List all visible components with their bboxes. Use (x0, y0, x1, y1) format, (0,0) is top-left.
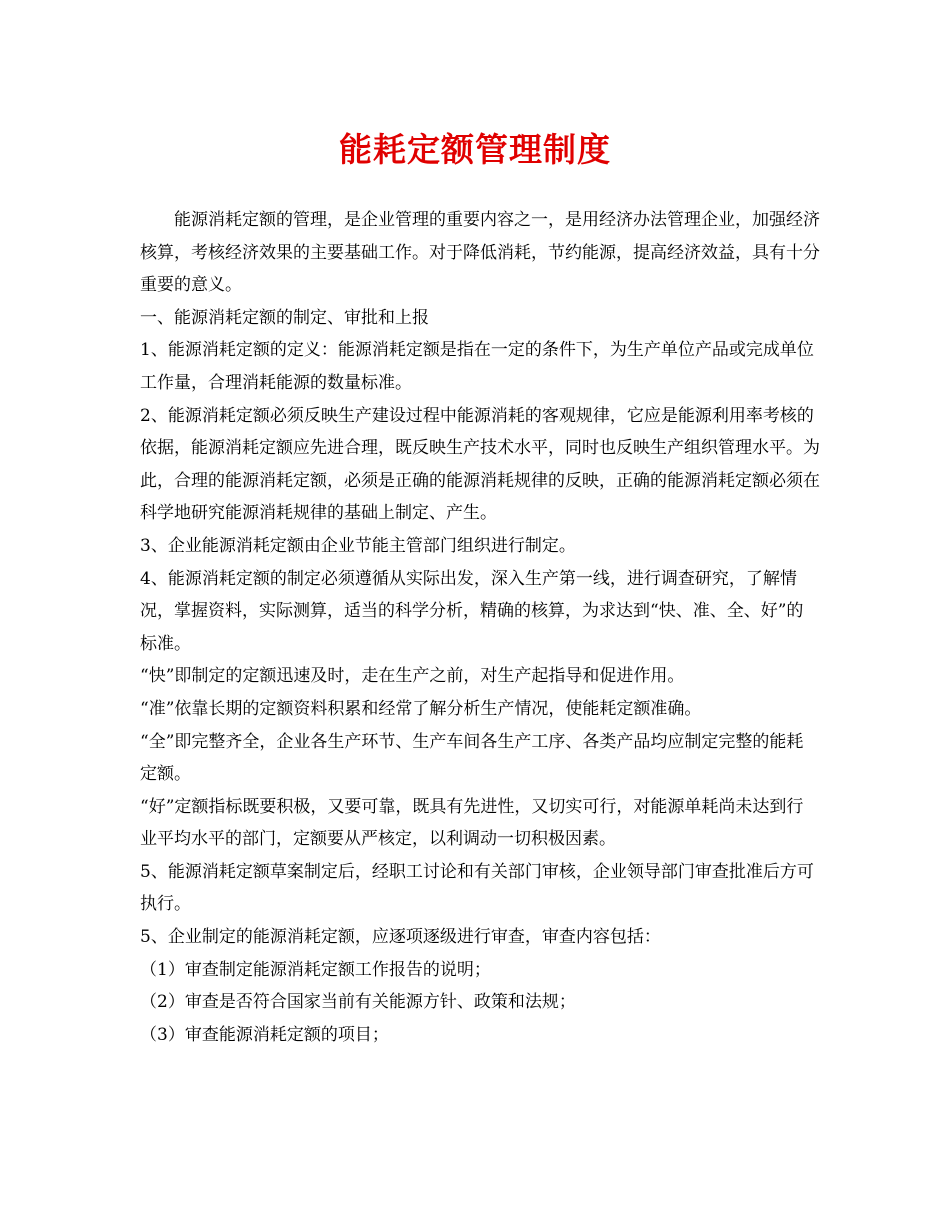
intro-paragraph: 能源消耗定额的管理，是企业管理的重要内容之一，是用经济办法管理企业，加强经济核算，考核经济效果的主要基础工作。对于降低消耗，节约能源，提高经济效益，具有十分重要的意义。 (140, 210, 820, 296)
review-item-2: （2）审查是否符合国家当前有关能源方针、政策和法规； (140, 992, 576, 1013)
paragraph-item-2: 2、能源消耗定额必须反映生产建设过程中能源消耗的客观规律，它应是能源利用率考核的依据，能源消耗定额应先进合理，既反映生产技术水平，同时也反映生产组织管理水平。为此，合理的能源消耗定额，必须是正确的能源消耗规律的反映，正确的能源消耗定额必须在科学地研究能源消耗规律的基础上制定、产生。 (140, 405, 820, 524)
paragraph-item-4: 4、能源消耗定额的制定必须遵循从实际出发，深入生产第一线，进行调查研究，了解情况，掌握资料，实际测算，适当的科学分析，精确的核算，为求达到“快、准、全、好”的标准。 (140, 568, 804, 654)
document-body (140, 204, 820, 1051)
paragraph-item-5b: 5、企业制定的能源消耗定额，应逐项逐级进行审查，审查内容包括： (140, 927, 661, 948)
standard-zhun: “准”依靠长期的定额资料积累和经常了解分析生产情况，使能耗定额准确。 (140, 698, 702, 719)
standard-quan: “全”即完整齐全，企业各生产环节、生产车间各生产工序、各类产品均应制定完整的能耗定额。 (140, 731, 804, 785)
review-item-1: （1）审查制定能源消耗定额工作报告的说明； (140, 959, 491, 980)
paragraph-item-1: 1、能源消耗定额的定义：能源消耗定额是指在一定的条件下，为生产单位产品或完成单位工作量，合理消耗能源的数量标准。 (140, 340, 814, 393)
standard-hao: “好”定额指标既要积极，又要可靠，既具有先进性，又切实可行，对能源单耗尚未达到行业平均水平的部门，定额要从严核定，以利调动一切积极因素。 (140, 796, 804, 850)
document-title: 能耗定额管理制度 (339, 130, 611, 169)
paragraph-item-5a: 5、能源消耗定额草案制定后，经职工讨论和有关部门审核，企业领导部门审查批准后方可执行。 (140, 861, 814, 915)
review-item-3: （3）审查能源消耗定额的项目； (140, 1024, 389, 1045)
section-heading-1: 一、能源消耗定额的制定、审批和上报 (140, 307, 429, 328)
standard-kuai: “快”即制定的定额迅速及时，走在生产之前，对生产起指导和促进作用。 (140, 666, 685, 687)
paragraph-item-3: 3、企业能源消耗定额由企业节能主管部门组织进行制定。 (140, 535, 576, 556)
